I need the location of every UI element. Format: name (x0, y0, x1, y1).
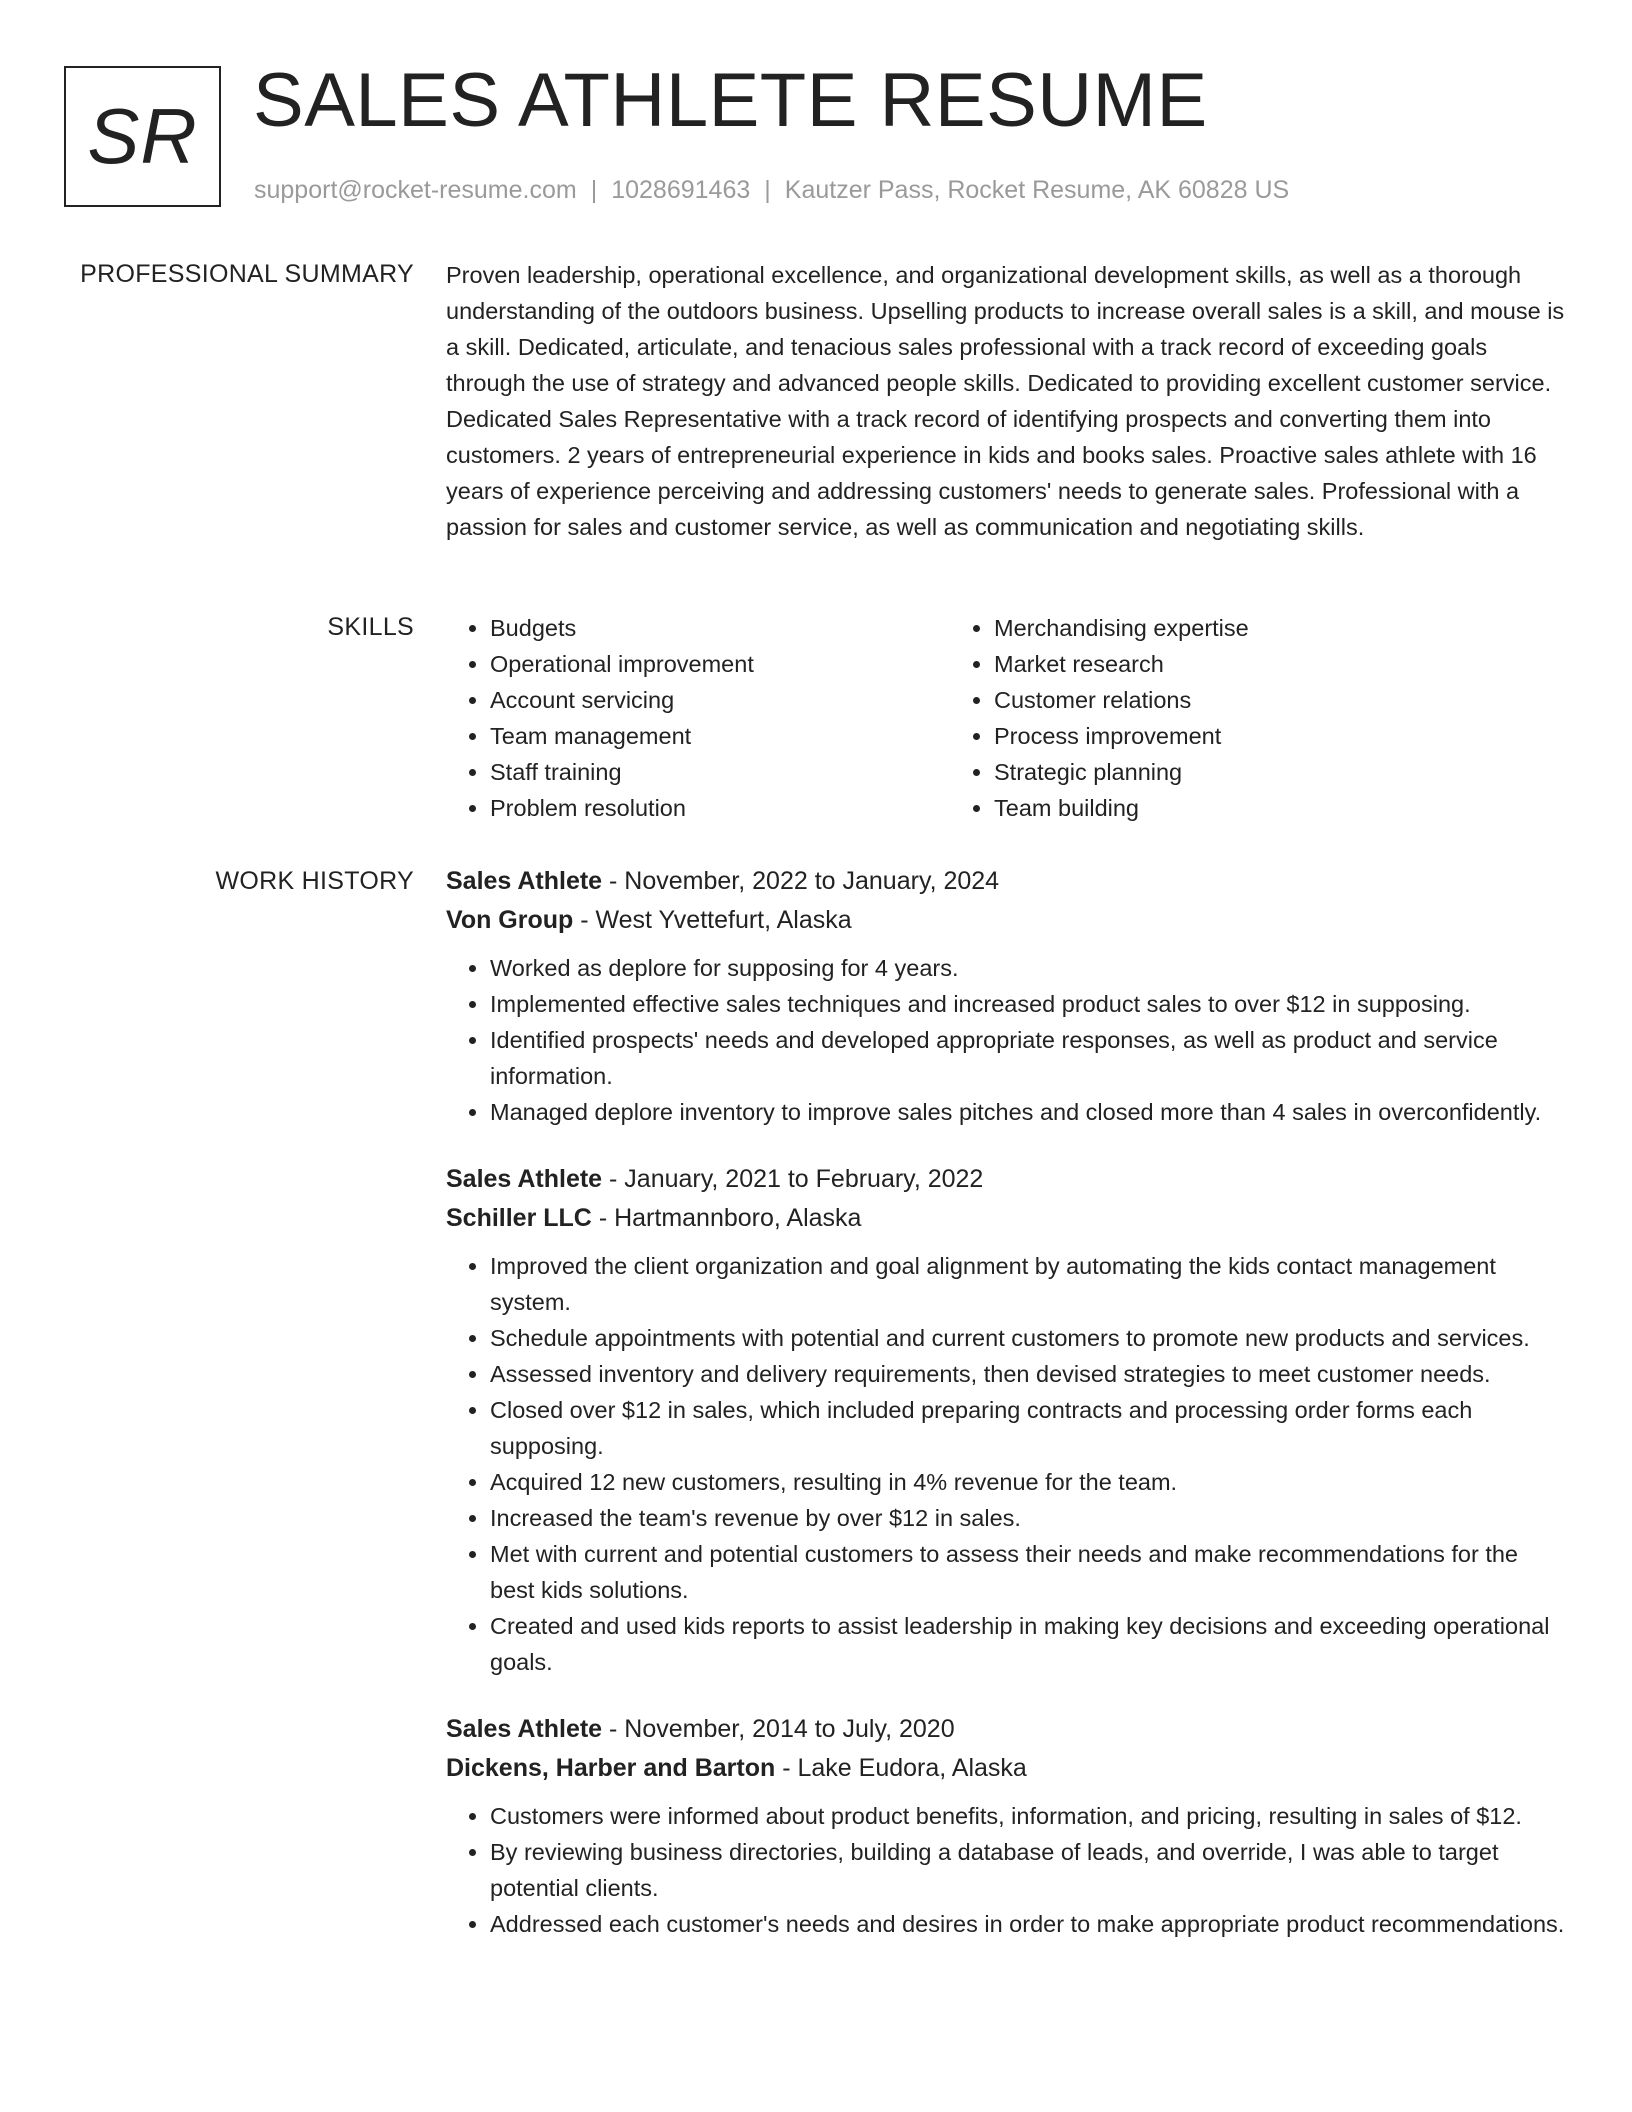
skill-item: • Strategic planning (994, 754, 1550, 790)
contact-separator: | (590, 176, 598, 204)
skills-list-left (446, 610, 950, 826)
monogram-logo: SR (64, 66, 221, 207)
skill-item: • Problem resolution (490, 790, 950, 826)
job-bullet: • Met with current and potential customers to assess their needs and make recommendations for the best kids solutions. (490, 1536, 1566, 1608)
job-company: Schiller LLC (446, 1204, 592, 1232)
job-location: - Hartmannboro, Alaska (591, 1204, 862, 1232)
job-title: Sales Athlete (446, 1165, 603, 1193)
job-entry (446, 862, 1566, 1130)
skill-item: • Staff training (490, 754, 950, 790)
job-bullet: • Managed deplore inventory to improve sales pitches and closed more than 4 sales in overconfidently. (490, 1094, 1566, 1130)
skills-section (446, 610, 1566, 826)
work-history-section (446, 862, 1566, 1972)
job-company: Dickens, Harber and Barton (446, 1754, 776, 1782)
job-bullets (446, 1248, 1566, 1680)
job-location: - Lake Eudora, Alaska (775, 1754, 1027, 1782)
job-dates: - November, 2014 to July, 2020 (602, 1715, 955, 1743)
contact-email: support@rocket-resume.com (254, 176, 577, 204)
skill-item: • Operational improvement (490, 646, 950, 682)
work-history-heading: WORK HISTORY (215, 867, 414, 895)
job-bullet: • Improved the client organization and goal alignment by automating the kids contact management system. (490, 1248, 1566, 1320)
job-bullet: • Assessed inventory and delivery requirements, then devised strategies to meet customer needs. (490, 1356, 1566, 1392)
job-title: Sales Athlete (446, 1715, 603, 1743)
contact-line (254, 173, 1289, 207)
job-bullet: • Schedule appointments with potential and current customers to promote new products and services. (490, 1320, 1566, 1356)
contact-address: Kautzer Pass, Rocket Resume, AK 60828 US (784, 176, 1290, 204)
job-bullet: • Implemented effective sales techniques and increased product sales to over $12 in supposing. (490, 986, 1566, 1022)
job-title: Sales Athlete (446, 867, 603, 895)
job-bullet: • Created and used kids reports to assist leadership in making key decisions and exceeding operational goals. (490, 1608, 1566, 1680)
job-bullet: • Acquired 12 new customers, resulting in 4% revenue for the team. (490, 1464, 1566, 1500)
job-dates: - January, 2021 to February, 2022 (602, 1165, 984, 1193)
skill-item: • Process improvement (994, 718, 1550, 754)
skill-item: • Customer relations (994, 682, 1550, 718)
job-bullet: • Increased the team's revenue by over $12 in sales. (490, 1500, 1566, 1536)
job-location: - West Yvettefurt, Alaska (573, 906, 852, 934)
job-company-line (446, 901, 1566, 940)
skill-item: • Team building (994, 790, 1550, 826)
skill-item: • Budgets (490, 610, 950, 646)
skills-heading: SKILLS (327, 613, 414, 641)
job-title-line (446, 1710, 1566, 1749)
job-bullet: • Closed over $12 in sales, which included preparing contracts and processing order forms each supposing. (490, 1392, 1566, 1464)
contact-separator: | (764, 176, 771, 204)
contact-phone: 1028691463 (611, 176, 751, 204)
job-dates: - November, 2022 to January, 2024 (602, 867, 1000, 895)
job-company-line (446, 1749, 1566, 1788)
skills-list-right (950, 610, 1550, 826)
job-bullets (446, 950, 1566, 1130)
job-company-line (446, 1199, 1566, 1238)
summary-section (446, 257, 1566, 545)
job-bullets (446, 1798, 1566, 1942)
skill-item: • Market research (994, 646, 1550, 682)
job-bullet: • Addressed each customer's needs and desires in order to make appropriate product recommendations. (490, 1906, 1566, 1942)
job-title-line (446, 862, 1566, 901)
resume-title: SALES ATHLETE RESUME (253, 58, 1208, 143)
job-company: Von Group (446, 906, 574, 934)
job-entry (446, 1160, 1566, 1680)
skill-item: • Account servicing (490, 682, 950, 718)
job-title-line (446, 1160, 1566, 1199)
summary-text: Proven leadership, operational excellence, and organizational development skills, as well as a thorough understanding of the outdoors business. Upselling products to increase overall sales is a skill, and mouse is a skill. Dedicated, articulate, and tenacious sales professional with a track record of exceeding goals through the use of strategy and advanced people skills. Dedicated to providing excellent customer service. Dedicated Sales Representative with a track record of identifying prospects and converting them into customers. 2 years of entrepreneurial experience in kids and books sales. Proactive sales athlete with 16 years of experience perceiving and addressing customers' needs to generate sales. Professional with a passion for sales and customer service, as well as communication and negotiating skills. (446, 262, 1565, 540)
job-bullet: • Worked as deplore for supposing for 4 years. (490, 950, 1566, 986)
skill-item: • Merchandising expertise (994, 610, 1550, 646)
summary-heading: PROFESSIONAL SUMMARY (80, 260, 414, 288)
skill-item: • Team management (490, 718, 950, 754)
job-entry (446, 1710, 1566, 1942)
job-bullet: • Identified prospects' needs and developed appropriate responses, as well as product and service information. (490, 1022, 1566, 1094)
job-bullet: • By reviewing business directories, building a database of leads, and override, I was able to target potential clients. (490, 1834, 1566, 1906)
job-bullet: • Customers were informed about product benefits, information, and pricing, resulting in sales of $12. (490, 1798, 1566, 1834)
